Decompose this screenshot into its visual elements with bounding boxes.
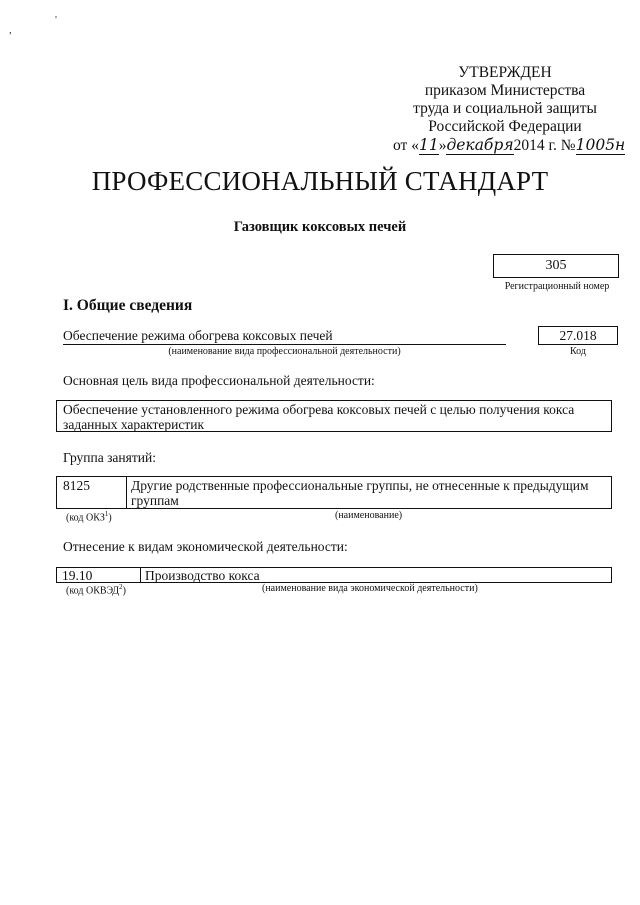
occupation-group-table (56, 476, 612, 509)
okved-caption: (код ОКВЭД$^2$) (66, 583, 126, 597)
economic-activity-name-caption: (наименование вида экономической деятельности) (262, 583, 478, 594)
group-label: Группа занятий: (63, 450, 156, 465)
document-subtitle: Газовщик коксовых печей (233, 219, 407, 235)
document-title: ПРОФЕССИОНАЛЬНЫЙ СТАНДАРТ (91, 166, 549, 196)
approved-heading: УТВЕРЖДЕН (458, 64, 552, 81)
approval-year: 2014 г. № (513, 137, 576, 154)
goal-label: Основная цель вида профессиональной деятельности: (63, 373, 375, 388)
activity-kind-caption: (наименование вида профессиональной деятельности) (168, 346, 401, 357)
section-heading: I. Общие сведения (63, 297, 193, 314)
economic-activity-table (56, 567, 612, 583)
approval-month: декабря (446, 136, 514, 154)
occupation-group-name-cell: Другие родственные профессиональные группы, не отнесенные к предыдущим группам (131, 478, 589, 508)
economic-activity-name-cell: Производство кокса (145, 568, 260, 583)
approval-number: 1005н (575, 136, 626, 154)
economic-activity-label: Отнесение к видам экономической деятельности: (63, 539, 348, 554)
approved-line-3: труда и социальной защиты (413, 100, 597, 117)
group-name-caption: (наименование) (335, 510, 403, 521)
activity-code-box: 27.018 (538, 326, 618, 345)
approved-line-2: приказом Министерства (424, 82, 586, 99)
approved-line-4: Российской Федерации (428, 118, 582, 135)
okz-code-cell: 8125 (57, 477, 127, 508)
registration-number-box: 305 (493, 254, 619, 278)
okz-caption: (код ОКЗ$^1$) (66, 510, 112, 524)
goal-box: Обеспечение установленного режима обогрева коксовых печей с целью получения кокса заданных характеристик (56, 400, 612, 432)
approval-day: 11 (418, 136, 439, 154)
approval-date-line: от «11»декабря2014 г. №1005н (393, 136, 626, 154)
okved-code-cell: 19.10 (57, 568, 141, 582)
scan-mark: , (9, 24, 12, 36)
registration-number-caption: Регистрационный номер (504, 281, 610, 292)
approval-block (385, 64, 625, 155)
activity-code-caption: Код (570, 346, 586, 357)
activity-kind: Обеспечение режима обогрева коксовых печей (63, 327, 506, 345)
scan-mark: ' (55, 14, 57, 26)
